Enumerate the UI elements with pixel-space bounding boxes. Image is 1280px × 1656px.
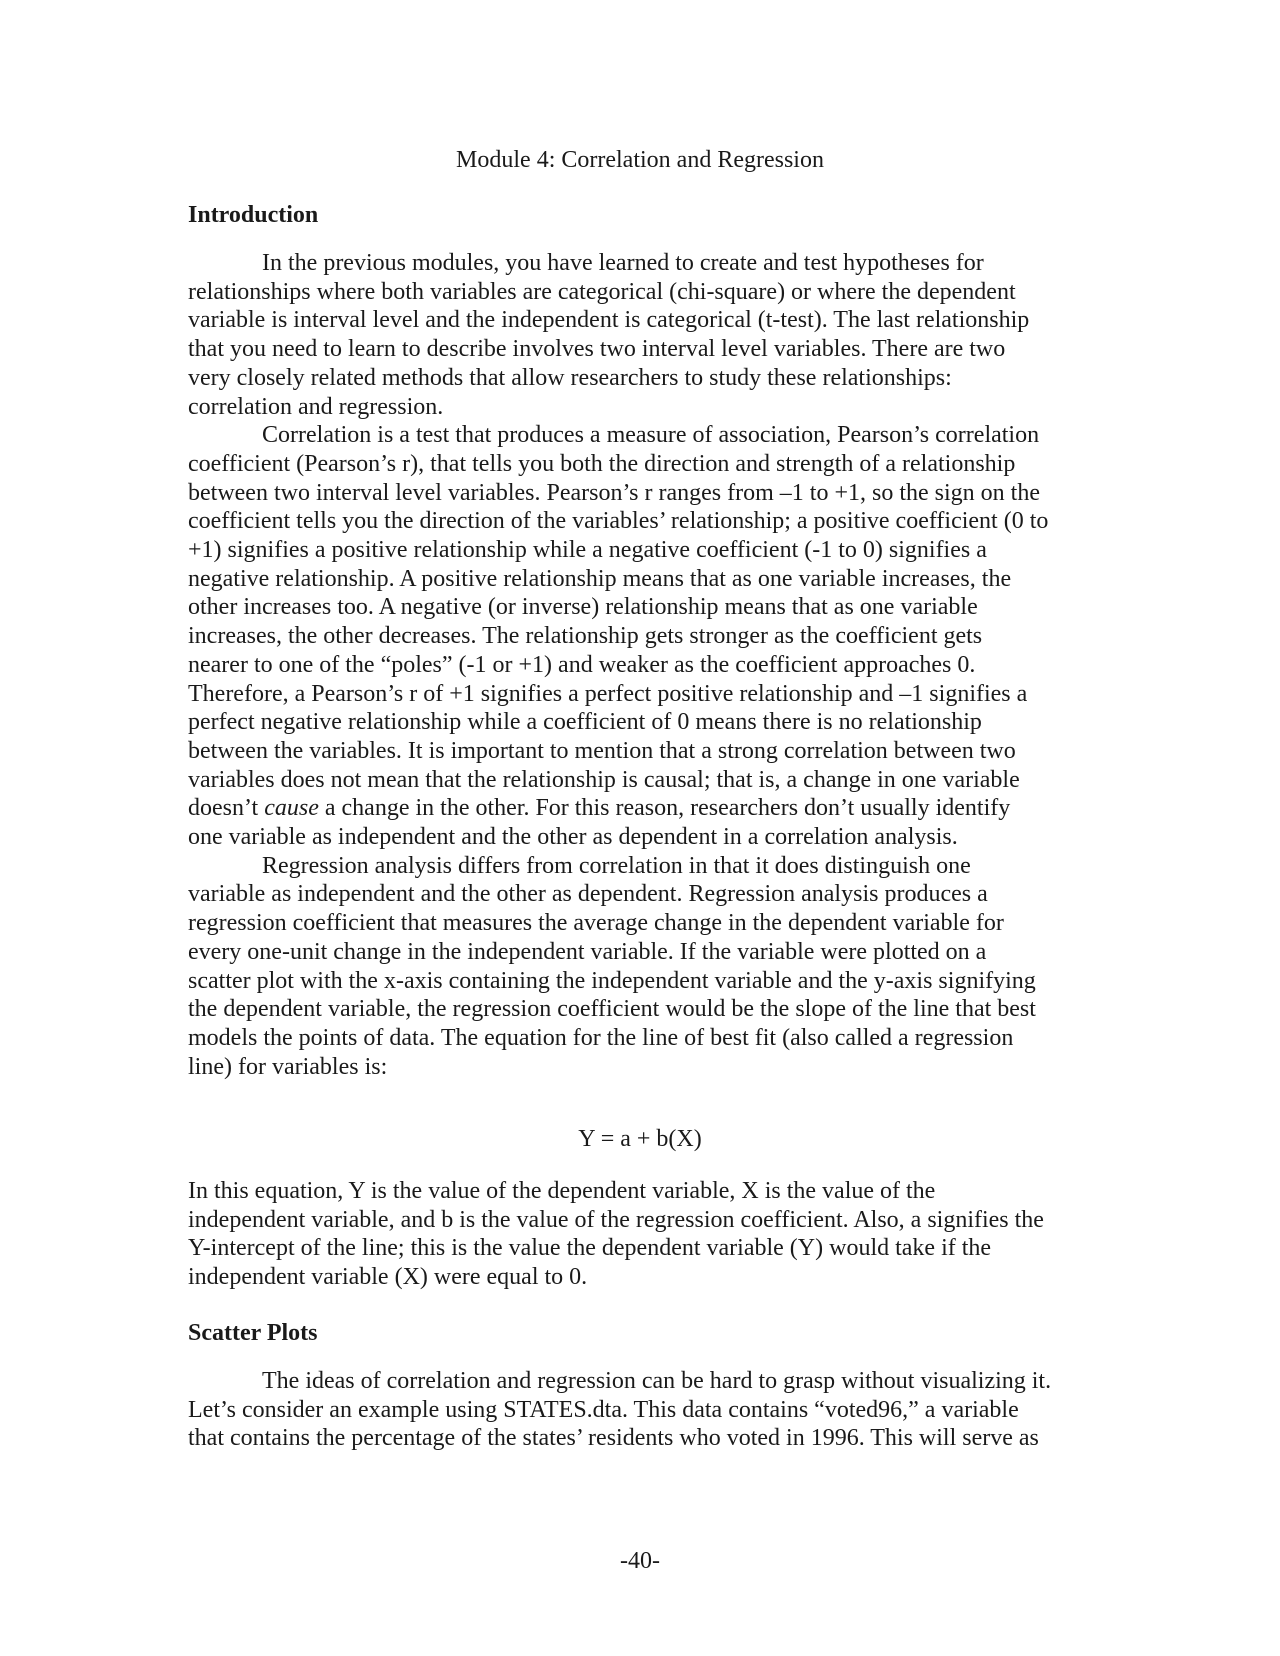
text-line: Regression analysis differs from correlation in that it does distinguish one: [262, 852, 971, 879]
text-line: relationships where both variables are categorical (chi-square) or where the dependent: [188, 278, 1016, 305]
text-line: very closely related methods that allow researchers to study these relationships:: [188, 364, 952, 391]
equation-explanation: [188, 1177, 1098, 1292]
scatter-paragraph-1: [188, 1367, 1098, 1453]
text-line: that contains the percentage of the states’ residents who voted in 1996. This will serve as: [188, 1425, 1039, 1452]
text-line: Therefore, a Pearson’s r of +1 signifies a perfect positive relationship and –1 signifies a: [188, 680, 1028, 707]
text-line: Let’s consider an example using STATES.dta. This data contains “voted96,” a variable: [188, 1396, 1019, 1423]
emphasis-text: cause: [264, 795, 319, 822]
introduction-body: [188, 249, 1098, 1081]
text-line: variable is interval level and the independent is categorical (t-test). The last relationship: [188, 307, 1030, 334]
scatter-plots-body: [188, 1367, 1098, 1453]
text-line: coefficient tells you the direction of the variables’ relationship; a positive coefficient (0 to: [188, 508, 1049, 535]
text-line: between two interval level variables. Pearson’s r ranges from –1 to +1, so the sign on the: [188, 479, 1040, 506]
text-line: coefficient (Pearson’s r), that tells you both the direction and strength of a relationship: [188, 450, 1016, 477]
text-line: every one-unit change in the independent variable. If the variable were plotted on a: [188, 938, 987, 965]
text-line: In the previous modules, you have learned to create and test hypotheses for: [262, 250, 984, 276]
text-line: variable as independent and the other as dependent. Regression analysis produces a: [188, 881, 988, 908]
section-heading-introduction: Introduction: [188, 202, 319, 228]
text-line: Y-intercept of the line; this is the value the dependent variable (Y) would take if the: [188, 1235, 992, 1262]
text-line: correlation and regression.: [188, 393, 444, 420]
intro-paragraph-2: [188, 421, 1098, 852]
text-line: between the variables. It is important to mention that a strong correlation between two: [188, 737, 1016, 764]
text-line: In this equation, Y is the value of the dependent variable, X is the value of the: [188, 1178, 936, 1204]
page-number: -40-: [620, 1548, 660, 1574]
text-line-with-emphasis: [188, 794, 1098, 823]
regression-equation: Y = a + b(X): [578, 1126, 702, 1152]
text-line: regression coefficient that measures the average change in the dependent variable for: [188, 910, 1004, 937]
text-line: that you need to learn to describe involves two interval level variables. There are two: [188, 336, 1006, 363]
text-line: independent variable, and b is the value of the regression coefficient. Also, a signifies the: [188, 1206, 1044, 1233]
text-line: perfect negative relationship while a coefficient of 0 means there is no relationship: [188, 709, 982, 736]
text-line: Correlation is a test that produces a measure of association, Pearson’s correlation: [262, 422, 1040, 449]
text-line: models the points of data. The equation for the line of best fit (also called a regression: [188, 1024, 1014, 1051]
text-line: the dependent variable, the regression coefficient would be the slope of the line that best: [188, 996, 1036, 1023]
text-line: line) for variables is:: [188, 1053, 388, 1080]
intro-paragraph-4: [188, 1177, 1098, 1292]
text-line: increases, the other decreases. The relationship gets stronger as the coefficient gets: [188, 623, 983, 650]
text-fragment: a change in the other. For this reason, researchers don’t usually identify: [318, 795, 1011, 822]
intro-paragraph-3: [188, 852, 1098, 1082]
section-heading-scatter-plots: Scatter Plots: [188, 1320, 318, 1346]
text-line: The ideas of correlation and regression can be hard to grasp without visualizing it.: [262, 1368, 1052, 1394]
page-title: Module 4: Correlation and Regression: [456, 147, 824, 173]
text-line: independent variable (X) were equal to 0.: [188, 1264, 588, 1291]
text-line: scatter plot with the x-axis containing the independent variable and the y-axis signifying: [188, 967, 1036, 994]
intro-paragraph-1: [188, 249, 1098, 421]
text-fragment: doesn’t: [188, 795, 265, 822]
text-line: one variable as independent and the other as dependent in a correlation analysis.: [188, 824, 958, 851]
text-line: other increases too. A negative (or inverse) relationship means that as one variable: [188, 594, 978, 621]
text-line: variables does not mean that the relationship is causal; that is, a change in one variable: [188, 766, 1020, 793]
text-line: +1) signifies a positive relationship while a negative coefficient (-1 to 0) signifies a: [188, 537, 987, 564]
text-line: negative relationship. A positive relationship means that as one variable increases, the: [188, 565, 1012, 592]
text-line: nearer to one of the “poles” (-1 or +1) and weaker as the coefficient approaches 0.: [188, 651, 976, 678]
